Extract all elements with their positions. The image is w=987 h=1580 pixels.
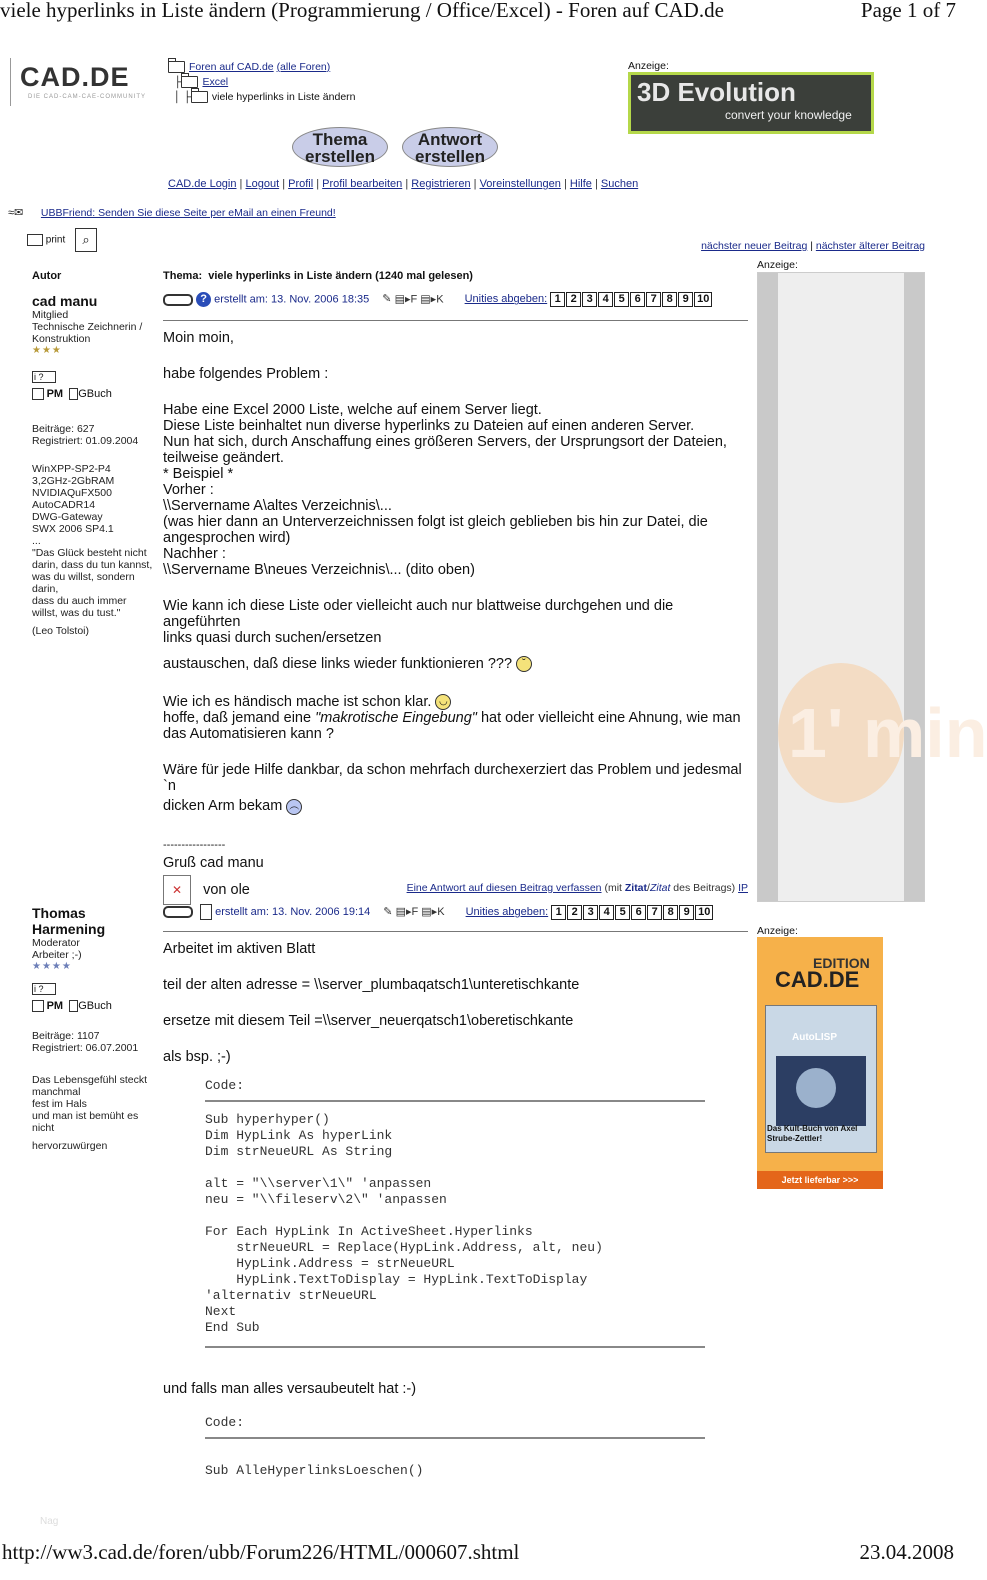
unity-8[interactable]: 8 — [662, 292, 677, 307]
post-text: Nachher : — [163, 546, 226, 562]
unities-selector — [551, 906, 714, 918]
ad-label-top: Anzeige: — [628, 60, 669, 72]
thread-topic — [163, 270, 473, 282]
unities-label: Unities abgeben: — [465, 905, 549, 918]
code-block-1 — [205, 1078, 705, 1348]
reply-bar-text: / — [647, 882, 650, 894]
post-2-author — [32, 905, 157, 1152]
post-text: Vorher : — [163, 482, 214, 498]
grin-smiley-icon: ◡ — [435, 694, 451, 710]
ad-banner-3d-evolution[interactable] — [628, 72, 874, 134]
post-text: Gruß cad manu — [163, 854, 264, 871]
sig-line: hervorzuwürgen — [32, 1140, 108, 1153]
post-text: von ole — [203, 881, 250, 898]
sig-line: darin, — [32, 583, 59, 596]
sig-line: SWX 2006 SP4.1 — [32, 523, 114, 536]
sig-line: AutoCADR14 — [32, 499, 96, 512]
code-label: Code: — [205, 1415, 245, 1430]
page-title: viele hyperlinks in Liste ändern (Programmierung / Office/Excel) - Foren auf CAD.de — [0, 0, 724, 22]
sig-line: WinXPP-SP2-P4 — [32, 463, 111, 476]
nav-register[interactable]: Registrieren — [411, 178, 471, 190]
page-number: Page 1 of 7 — [860, 0, 956, 22]
ad-label-side-2: Anzeige: — [757, 925, 798, 937]
post-1-registered: Registriert: 01.09.2004 — [32, 435, 139, 448]
post-text: Arbeitet im aktiven Blatt — [163, 941, 316, 957]
ad-side-text: 1' min — [788, 694, 987, 772]
main-nav: CAD.de Login | Logout | Profil | Profil bearbeiten | Registrieren | Voreinstellungen | Hilfe | Suchen — [168, 178, 639, 190]
post-1-meta — [163, 292, 748, 314]
envelope-icon — [32, 1000, 44, 1012]
breadcrumb-root[interactable]: Foren auf CAD.de — [189, 61, 274, 73]
post-text: links quasi durch suchen/ersetzen — [163, 630, 382, 646]
pm-label: PM — [46, 1000, 64, 1012]
sig-line: DWG-Gateway — [32, 511, 103, 524]
unities-label: Unities abgeben: — [464, 293, 548, 306]
divider — [205, 1100, 705, 1102]
code-label: Code: — [205, 1078, 245, 1093]
sig-line: und man ist bemüht es — [32, 1110, 139, 1123]
post-2-text-after-code: und falls man alles versaubeutelt hat :-) — [163, 1381, 417, 1397]
post-1-rating-stars: ★★★ — [32, 345, 62, 356]
info-icon[interactable]: i ? — [32, 983, 56, 995]
preview-magnifier-icon[interactable]: ⌕ — [75, 228, 97, 252]
ad-label-side: Anzeige: — [757, 259, 798, 271]
post-2-registered: Registriert: 06.07.2001 — [32, 1042, 139, 1055]
ip-link[interactable]: IP — [738, 882, 748, 894]
site-logo[interactable] — [10, 58, 160, 108]
ad-banner-title: 3D Evolution — [637, 77, 796, 107]
post-2-body — [163, 941, 748, 1065]
post-text: \\Servername B\neues Verzeichnis\... (dito oben) — [163, 562, 475, 578]
new-topic-label-2: erstellen — [305, 147, 375, 166]
breadcrumb: Foren auf CAD.de (alle Foren) ├ Excel │ ├ viele hyperlinks in Liste ändern — [168, 60, 428, 105]
guestbook-label: GBuch — [78, 388, 112, 400]
unity-6[interactable]: 6 — [630, 292, 645, 307]
post-2-author-name[interactable]: Thomas — [32, 905, 86, 921]
unity-5[interactable]: 5 — [615, 905, 630, 920]
divider — [163, 320, 748, 321]
pm-button[interactable] — [32, 1000, 63, 1012]
divider — [205, 1346, 705, 1348]
sig-line: ... — [32, 535, 41, 548]
post-text: habe folgendes Problem : — [163, 366, 329, 382]
post-text: \\Servername A\altes Verzeichnis\... — [163, 498, 392, 514]
code-content: Sub AlleHyperlinksLoeschen() — [205, 1463, 424, 1478]
breadcrumb-excel[interactable]: Excel — [202, 76, 229, 88]
folder-open-icon — [181, 76, 198, 88]
folder-open-icon — [168, 61, 185, 73]
sig-line: 3,2GHz-2GbRAM — [32, 475, 115, 488]
post-text: als bsp. ;-) — [163, 1049, 231, 1065]
ad-book-banner[interactable] — [757, 937, 883, 1189]
post-1-signature — [32, 463, 157, 637]
unity-3[interactable]: 3 — [583, 905, 598, 920]
ad-banner-subtitle: convert your knowledge — [725, 108, 852, 122]
print-button[interactable] — [27, 234, 65, 246]
unity-10[interactable]: 10 — [694, 292, 712, 307]
book-cover — [765, 1005, 877, 1153]
ubbfriend-link[interactable]: UBBFriend: Senden Sie diese Seite per eMail an einen Freund! — [40, 207, 336, 219]
nav-preferences[interactable]: Voreinstellungen — [479, 178, 561, 190]
post-text: Diese Liste beinhaltet nun diverse hyperlinks zu Dateien auf einen anderen Server. — [163, 418, 695, 434]
post-2-post-count: Beiträge: 1107 — [32, 1030, 100, 1043]
nav-edit-profile[interactable]: Profil bearbeiten — [322, 178, 403, 190]
post-text: teil der alten adresse = \\server_plumbaqatsch1\unteretischkante — [163, 977, 580, 993]
post-1-post-count: Beiträge: 627 — [32, 423, 95, 436]
book-disc-icon — [796, 1068, 836, 1108]
unity-4[interactable]: 4 — [598, 292, 613, 307]
ad-side-banner[interactable] — [757, 272, 987, 902]
logo-tagline: DIE CAD-CAM-CAE-COMMUNITY — [28, 94, 146, 100]
new-topic-button[interactable] — [292, 127, 388, 167]
comment-icon[interactable]: ▤▸K — [420, 293, 444, 306]
guestbook-icon — [69, 388, 78, 400]
nav-logout[interactable]: Logout — [245, 178, 280, 190]
guestbook-label: GBuch — [78, 1000, 112, 1012]
logo-text: CAD.DE — [20, 62, 130, 92]
sig-line: fest im Hals — [32, 1098, 87, 1111]
post-text: teilweise geändert. — [163, 450, 284, 466]
post-text: dicken Arm bekam — [163, 798, 283, 815]
guestbook-icon — [69, 1000, 78, 1012]
post-2-rating-stars: ★★★★ — [32, 961, 72, 972]
nav-help[interactable]: Hilfe — [569, 178, 592, 190]
print-date: 23.04.2008 — [859, 1540, 954, 1564]
envelope-icon — [32, 388, 44, 400]
thread-nav: nächster neuer Beitrag | nächster älterer Beitrag — [701, 240, 925, 252]
post-text: Moin moin, — [163, 330, 234, 346]
comment-icon[interactable]: ▤▸K — [421, 905, 445, 918]
document-icon — [200, 904, 212, 920]
broken-image-icon: ✕ — [163, 875, 191, 905]
nav-search[interactable]: Suchen — [600, 178, 639, 190]
post-text: Nun hat sich, durch Anschaffung eines größeren Servers, der Ursprungsort der Dateien, — [163, 434, 727, 450]
nav-profile[interactable]: Profil — [288, 178, 314, 190]
print-label: print — [45, 234, 66, 246]
post-1-author — [32, 293, 157, 637]
unity-2[interactable]: 2 — [567, 905, 582, 920]
pm-label: PM — [46, 388, 64, 400]
unity-9[interactable]: 9 — [678, 292, 693, 307]
post-2-meta — [163, 904, 748, 926]
breadcrumb-current: viele hyperlinks in Liste ändern — [211, 91, 356, 103]
unity-7[interactable]: 7 — [647, 905, 662, 920]
reply-button[interactable] — [402, 127, 498, 167]
post-text: * Beispiel * — [163, 466, 234, 482]
envelope-icon: ≈✉ — [8, 207, 24, 219]
printer-icon — [27, 234, 43, 246]
unity-8[interactable]: 8 — [663, 905, 678, 920]
print-footer — [0, 1540, 960, 1570]
next-new-post-link[interactable]: nächster neuer Beitrag — [701, 240, 808, 252]
topic-label: Thema: — [163, 270, 203, 282]
reply-label-2: erstellen — [415, 147, 485, 166]
post-text: hat oder vielleicht eine Ahnung, wie man — [476, 710, 741, 727]
unity-3[interactable]: 3 — [582, 292, 597, 307]
sig-line: manchmal — [32, 1086, 81, 1099]
post-1-date: erstellt am: 13. Nov. 2006 18:35 — [214, 293, 370, 306]
edit-icon[interactable]: ✎ — [382, 293, 392, 306]
post-separator: ----------------- — [163, 838, 226, 851]
sig-line: dass du auch immer — [32, 595, 127, 608]
unities-selector — [550, 293, 713, 305]
post-2-author-role: Moderator — [32, 937, 80, 949]
reply-bar-text: (mit — [601, 882, 625, 894]
help-icon: ? — [196, 292, 211, 307]
feedback-icon[interactable]: ▤▸F — [394, 293, 418, 306]
post-1-author-occupation-2: Konstruktion — [32, 333, 91, 345]
link-icon[interactable] — [163, 294, 193, 306]
edit-icon[interactable]: ✎ — [383, 905, 393, 918]
post-text: Wäre für jede Hilfe dankbar, da schon mehrfach durchexerziert das Problem und jedesmal `n — [163, 762, 742, 795]
next-older-post-link[interactable]: nächster älterer Beitrag — [815, 240, 925, 252]
post-2-date: erstellt am: 13. Nov. 2006 19:14 — [215, 905, 371, 918]
feedback-icon[interactable]: ▤▸F — [395, 905, 419, 918]
sad-smiley-icon: ︵ — [286, 799, 302, 815]
book-caption: Das Kult-Buch von Axel Strube-Zettler! — [767, 1124, 858, 1143]
author-column-header: Autor — [32, 270, 62, 282]
unity-4[interactable]: 4 — [599, 905, 614, 920]
book-edition-label: EDITION — [813, 955, 870, 971]
write-reply-link[interactable]: Eine Antwort auf diesen Beitrag verfassen — [406, 882, 602, 894]
code-content: Sub hyperhyper() Dim HypLink As hyperLink Dim strNeueURL As String alt = "\\server\1\" 'anpassen neu = "\\fileserv\2\" 'anpassen For Each HypLink In ActiveSheet.Hyperlinks strNeueURL = Replace(HypLink.Address, alt, neu) HypLink.Address = strNeueURL HypLink.TextToDisplay = HypLink.TextToDisplay 'alternativ strNeueURL Next End Sub — [205, 1112, 603, 1335]
book-cta[interactable]: Jetzt lieferbar >>> — [757, 1171, 883, 1189]
unity-9[interactable]: 9 — [679, 905, 694, 920]
unity-1[interactable]: 1 — [550, 292, 565, 307]
post-text-italic: "makrotische Eingebung" — [315, 710, 477, 727]
unity-1[interactable]: 1 — [551, 905, 566, 920]
divider — [163, 931, 748, 932]
pm-button[interactable] — [32, 388, 63, 400]
post-text: ersetze mit diesem Teil =\\server_neuerqatsch1\oberetischkante — [163, 1013, 574, 1029]
post-text: das Automatisieren kann ? — [163, 726, 334, 743]
sig-line: NVIDIAQuFX500 — [32, 487, 112, 500]
book-title: AutoLISP — [792, 1032, 837, 1043]
unity-2[interactable]: 2 — [566, 292, 581, 307]
reply-bar — [407, 882, 748, 894]
post-2-signature — [32, 1074, 157, 1152]
ubbfriend-row — [8, 206, 336, 219]
quote-link[interactable]: Zitat — [624, 882, 648, 894]
unity-6[interactable]: 6 — [631, 905, 646, 920]
unity-7[interactable]: 7 — [646, 292, 661, 307]
post-1-author-name[interactable]: cad manu — [32, 293, 98, 309]
code-block-2 — [205, 1415, 705, 1479]
book-brand-label: CAD.DE — [775, 967, 860, 992]
reply-bar-text: des Beitrags) — [670, 882, 736, 894]
topic-title: viele hyperlinks in Liste ändern (1240 mal gelesen) — [208, 270, 473, 282]
folder-open-icon — [191, 91, 208, 103]
sig-line: Das Lebensgefühl steckt — [32, 1074, 147, 1087]
breadcrumb-all-forums[interactable]: (alle Foren) — [276, 61, 331, 73]
nav-login[interactable]: CAD.de Login — [168, 178, 237, 190]
quote-italic-link[interactable]: Zitat — [649, 882, 671, 894]
confused-smiley-icon: ˘ — [516, 656, 532, 672]
post-text: austauschen, daß diese links wieder funktionieren ??? — [163, 656, 513, 672]
sig-line: nicht — [32, 1122, 55, 1135]
post-text: hoffe, daß jemand eine — [163, 710, 316, 727]
post-2-author-name-2[interactable]: Harmening — [32, 921, 106, 937]
post-1-author-role: Mitglied — [32, 309, 69, 321]
unity-10[interactable]: 10 — [695, 905, 713, 920]
print-header — [0, 0, 960, 24]
post-text: Habe eine Excel 2000 Liste, welche auf einem Server liegt. — [163, 402, 542, 418]
post-text: (was hier dann an Unterverzeichnissen folgt ist gleich geblieben bis hin zur Datei, die — [163, 514, 708, 530]
link-icon[interactable] — [163, 906, 193, 918]
post-text: Wie ich es händisch mache ist schon klar. — [163, 694, 432, 711]
info-icon[interactable]: i ? — [32, 371, 56, 383]
sig-line: (Leo Tolstoi) — [32, 625, 90, 638]
post-1-author-occupation: Technische Zeichnerin / — [32, 321, 143, 333]
reply-label-1: Antwort — [417, 130, 483, 149]
unity-5[interactable]: 5 — [614, 292, 629, 307]
sig-line: darin, dass du tun kannst, — [32, 559, 153, 572]
divider — [205, 1437, 705, 1439]
guestbook-button[interactable] — [69, 1000, 112, 1012]
page-url: http://ww3.cad.de/foren/ubb/Forum226/HTML/000607.shtml — [2, 1540, 520, 1564]
sig-line: "Das Glück besteht nicht — [32, 547, 147, 560]
sig-line: was du willst, sondern — [32, 571, 135, 584]
guestbook-button[interactable] — [69, 388, 112, 400]
post-text: Wie kann ich diese Liste oder vielleicht auch nur blattweise durchgehen und die angeführten — [163, 598, 674, 630]
sig-line: willst, was du tust." — [32, 607, 121, 620]
post-text: angesprochen wird) — [163, 530, 291, 546]
faint-watermark-text: Nag — [40, 1516, 59, 1527]
post-2-author-role-2: Arbeiter ;-) — [32, 949, 82, 961]
post-1-body — [163, 330, 748, 905]
new-topic-label-1: Thema — [312, 130, 368, 149]
